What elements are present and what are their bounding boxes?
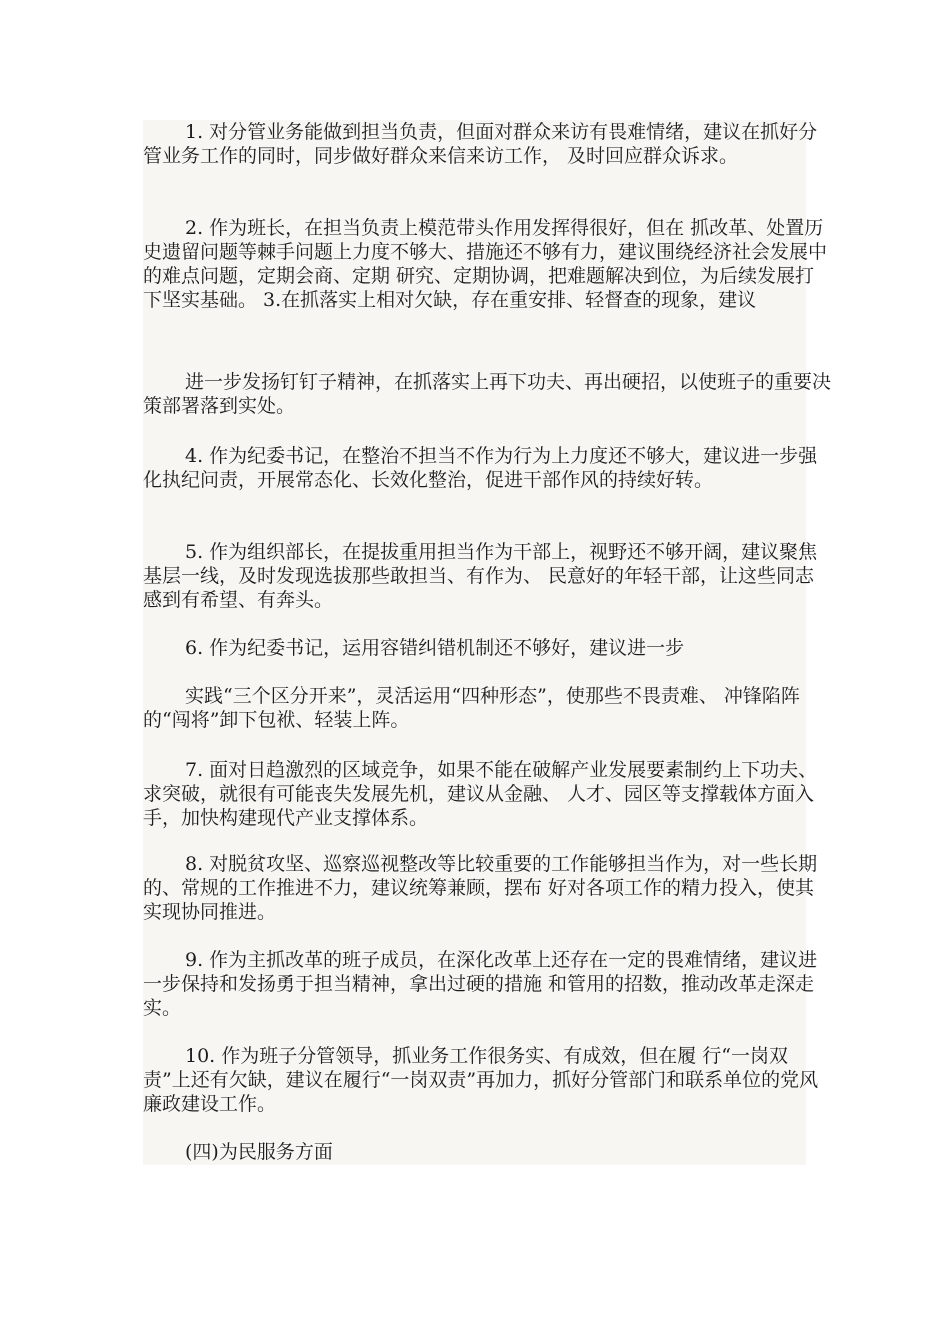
paragraph-5: 5. 作为组织部长，在提拔重用担当作为干部上，视野还不够开阔，建议聚焦基层一线，及时发现选拔那些敢担当、有作为、 民意好的年轻干部，让这些同志感到有希望、有奔头。 — [143, 541, 818, 611]
section-heading: (四)为民服务方面 — [185, 1141, 333, 1163]
paragraph-8: 7. 面对日趋激烈的区域竞争，如果不能在破解产业发展要素制约上下功夫、求突破，就很有可能丧失发展先机，建议从金融、 人才、园区等支撑载体方面入手，加快构建现代产业支撑体系。 — [143, 759, 818, 829]
paragraph-1: 1. 对分管业务能做到担当负责，但面对群众来访有畏难情绪，建议在抓好分管业务工作的同时，同步做好群众来信来访工作， 及时回应群众诉求。 — [143, 121, 818, 167]
paragraph-6: 6. 作为纪委书记，运用容错纠错机制还不够好，建议进一步 — [185, 637, 685, 659]
paragraph-7: 实践“三个区分开来”，灵活运用“四种形态”，使那些不畏责难、 冲锋陷阵的“闯将”卸下包袱、轻装上阵。 — [143, 685, 800, 731]
text-body — [143, 120, 832, 1165]
paragraph-10: 9. 作为主抓改革的班子成员，在深化改革上还存在一定的畏难情绪，建议进一步保持和发扬勇于担当精神，拿出过硬的措施 和管用的招数，推动改革走深走实。 — [143, 949, 818, 1019]
paragraph-9: 8. 对脱贫攻坚、巡察巡视整改等比较重要的工作能够担当作为，对一些长期的、常规的工作推进不力，建议统筹兼顾，摆布 好对各项工作的精力投入，使其实现协同推进。 — [143, 853, 818, 923]
paragraph-11: 10. 作为班子分管领导，抓业务工作很务实、有成效，但在履 行“一岗双责”上还有欠缺，建议在履行“一岗双责”再加力，抓好分管部门和联系单位的党风廉政建设工作。 — [143, 1045, 819, 1115]
paragraph-2: 2. 作为班长，在担当负责上模范带头作用发挥得很好，但在 抓改革、处置历史遗留问题等棘手问题上力度不够大、措施还不够有力，建议围绕经济社会发展中的难点问题，定期会商、定期 研究、定期协调，把难题解决到位，为后续发展打下坚实基础。 3.在抓落实上相对欠缺，存在重安排、轻督查的现象，建议 — [143, 217, 828, 311]
paragraph-3: 进一步发扬钉钉子精神，在抓落实上再下功夫、再出硬招，以使班子的重要决策部署落到实处。 — [143, 371, 832, 417]
paragraph-4: 4. 作为纪委书记，在整治不担当不作为行为上力度还不够大，建议进一步强化执纪问责，开展常态化、长效化整治，促进干部作风的持续好转。 — [143, 445, 818, 491]
